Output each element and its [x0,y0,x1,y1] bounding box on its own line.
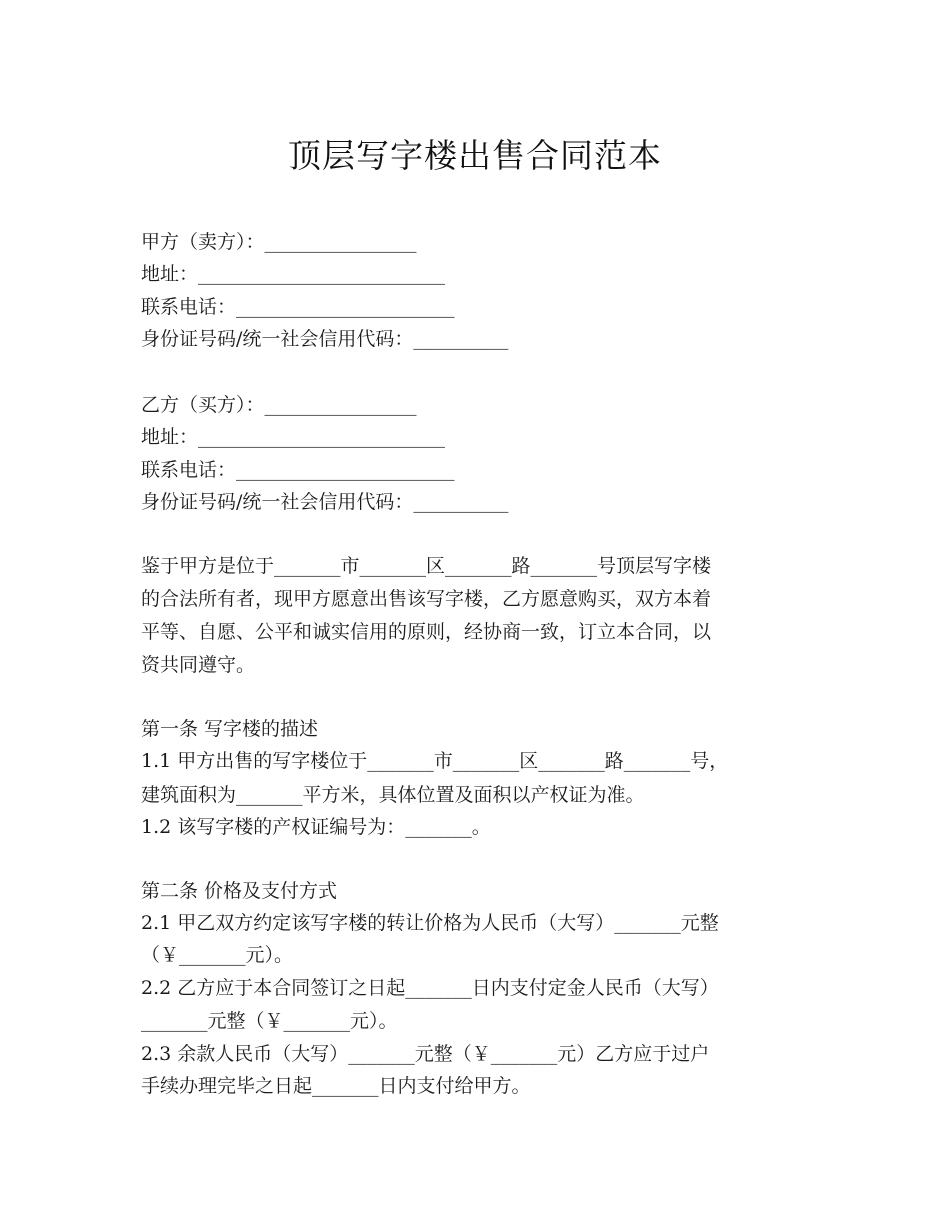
article-2-line: 手续办理完毕之日起_______日内支付给甲方。 [141,1075,531,1097]
party-b-address-line: 地址：__________________________ [141,426,446,448]
preamble-line: 鉴于甲方是位于_______市_______区_______路_______号顶层写字楼 [141,555,712,577]
article-1-heading: 第一条 写字楼的描述 [141,718,319,740]
party-b-phone-line: 联系电话：_______________________ [141,459,455,481]
article-2-line: 2.3 余款人民币（大写）_______元整（￥_______元）乙方应于过户 [141,1043,710,1065]
document-title: 顶层写字楼出售合同范本 [288,136,662,175]
article-2-heading: 第二条 价格及支付方式 [141,880,338,902]
article-2-line: 2.1 甲乙双方约定该写字楼的转让价格为人民币（大写）_______元整 [141,912,719,934]
party-a-phone-line: 联系电话：_______________________ [141,296,455,318]
party-b-name-line: 乙方（买方）：________________ [141,394,417,416]
party-a-name-line: 甲方（卖方）：________________ [141,231,417,253]
article-1-line: 建筑面积为_______平方米，具体位置及面积以产权证为准。 [141,784,645,806]
article-1-line: 1.1 甲方出售的写字楼位于_______市_______区_______路_______号， [141,750,729,772]
preamble-line: 平等、自愿、公平和诚实信用的原则，经协商一致，订立本合同，以 [141,621,712,643]
article-2-line: （￥_______元）。 [141,944,294,966]
preamble-line: 的合法所有者，现甲方愿意出售该写字楼，乙方愿意购买，双方本着 [141,588,712,610]
article-2-line: _______元整（￥_______元）。 [141,1010,398,1032]
party-a-address-line: 地址：__________________________ [141,263,446,285]
article-1-line: 1.2 该写字楼的产权证编号为：_______。 [141,816,491,838]
party-a-id-line: 身份证号码/统一社会信用代码：__________ [141,328,509,350]
party-b-id-line: 身份证号码/统一社会信用代码：__________ [141,491,509,513]
article-2-line: 2.2 乙方应于本合同签订之日起_______日内支付定金人民币（大写） [141,977,719,999]
preamble-line: 资共同遵守。 [141,654,256,676]
